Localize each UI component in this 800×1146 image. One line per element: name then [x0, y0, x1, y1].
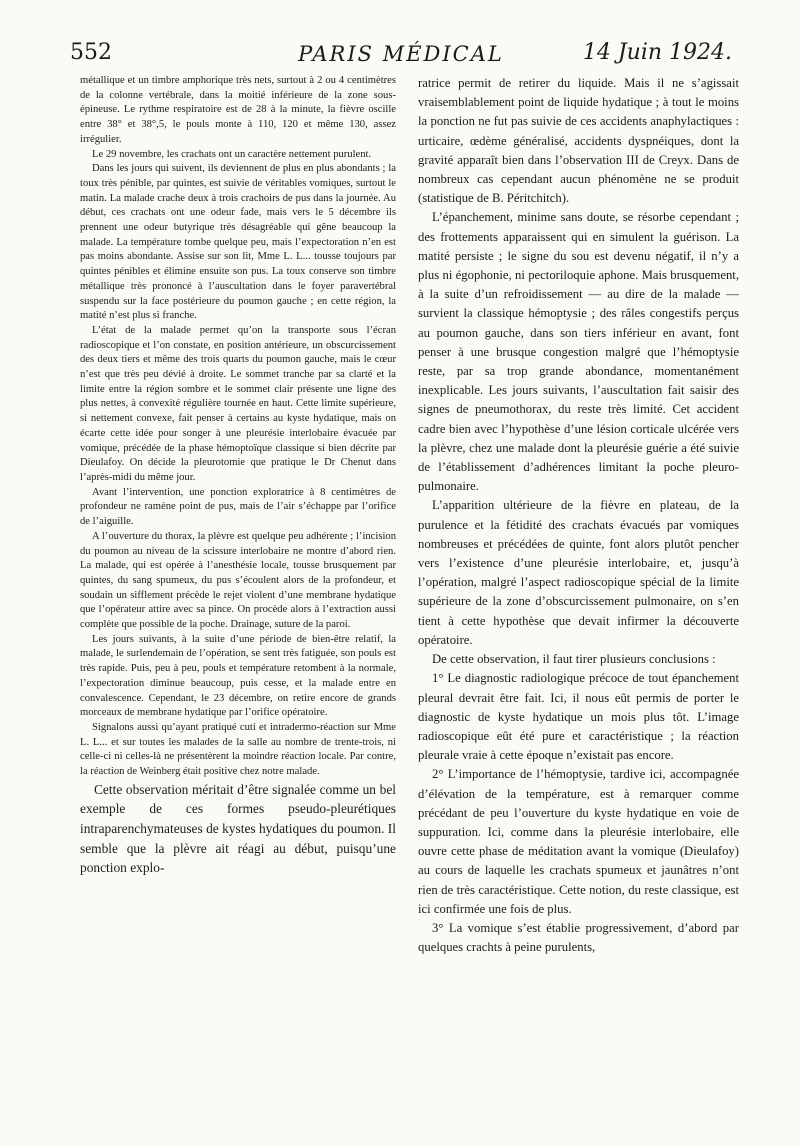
- paragraph: L’épanchement, minime sans doute, se résorbe cependant ; des frottements apparaissent qui en simulent la guérison. La matité persiste ; le signe du sou est devenu négatif, il n’y a plus ni égophonie, ni pectoriloquie aphone. Mais brusquement, à la suite d’un refroidissement — au dire de la malade — survient la classique hémoptysie ; des râles congestifs perçus au poumon gauche, dans son tiers inférieur en avant, font penser à une brusque congestion malgré que l’hémoptysie reste, par sa trop grande abondance, momentanément inexplicable. Les jours suivants, l’auscultation fait saisir des signes de pneumothorax, du reste très limité. Cet accident cadre bien avec l’hypothèse d’une lésion corticale ulcérée vers la plèvre, chez une malade dont la pleurésie guérie a été suivie de l’établissement d’adhérences limitant la poche pleuro-pulmonaire.: [418, 210, 739, 494]
- left-column: [80, 74, 396, 878]
- page-header: [70, 40, 732, 74]
- paragraph: Avant l’intervention, une ponction exploratrice à 8 centimètres de profondeur ne ramène point de pus, mais de l’air s’échappe par l’orifice de l’aiguille.: [80, 486, 396, 528]
- paragraph: De cette observation, il faut tirer plusieurs conclusions :: [432, 652, 716, 667]
- left-large-text: [80, 780, 396, 878]
- journal-title: PARIS MÉDICAL: [298, 42, 504, 66]
- paragraph: 1° Le diagnostic radiologique précoce de tout épanchement pleural devrait être fait. Ici, il nous eût permis de porter le diagnostic de kyste hydatique un mois plus tôt. L’image radioscopique eût été pure et caractéristique ; la réaction pleurale vraie à cette époque n’existait pas encore.: [418, 671, 739, 763]
- paragraph: Signalons aussi qu’ayant pratiqué cuti et intradermo-réaction sur Mme L. L... et sur toutes les malades de la salle au nombre de trente-trois, ni celle-ci ni celles-là ne présentèrent la moindre réaction locale. Par contre, la réaction de Weinberg était positive chez notre malade.: [80, 721, 396, 778]
- paragraph: Le 29 novembre, les crachats ont un caractère nettement purulent.: [92, 148, 372, 160]
- right-column: [418, 74, 739, 957]
- paragraph: 2° L’importance de l’hémoptysie, tardive ici, accompagnée d’élévation de la température, est à remarquer comme précédant de peu l’ouverture du kyste hydatique en voie de suppuration. Ici, comme dans la pleurésie interlobaire, elle ouvre cette phase de méditation avant la vomique (Dieulafoy) au cours de laquelle les crachats spumeux et jaunâtres n’ont rien de très caractéristique. Cette notion, du reste classique, est ici confirmée une fois de plus.: [418, 767, 739, 916]
- page-number: 552: [70, 40, 112, 65]
- paragraph: ratrice permit de retirer du liquide. Mais il ne s’agissait vraisemblablement point de liquide hydatique ; à tout le moins la ponction ne fut pas suivie de ces accidents anaphylactiques : urticaire, œdème généralisé, accidents dyspnéiques, dont la gravité apparaît bien dans l’observation III de Creyx. Dans de nombreux cas cependant aucun phénomène ne se produit (statistique de B. Péritchitch).: [418, 76, 739, 206]
- left-small-text: [80, 74, 396, 780]
- paragraph: Cette observation méritait d’être signalée comme un bel exemple de ces formes pseudo-pleurétiques intraparenchymateuses de kystes hydatiques du poumon. Il semble que la plèvre ait réagi au début, puisqu’une ponction explo-: [80, 781, 396, 876]
- paragraph: A l’ouverture du thorax, la plèvre est quelque peu adhérente ; l’incision du poumon au niveau de la scissure interlobaire ne montre d’abord rien. La malade, qui est opérée à l’anesthésie locale, tousse brusquement par quintes, du sang spumeux, du pus s’écoulent alors de la profondeur, et soudain un sifflement précède le rejet violent d’une membrane hydatique que l’opérateur attire avec sa pince. On procède alors à l’extraction aussi complète que possible de la poche. Drainage, suture de la paroi.: [80, 530, 396, 631]
- paragraph: L’état de la malade permet qu’on la transporte sous l’écran radioscopique et l’on constate, en position antérieure, un obscurcissement des deux tiers et même des trois quarts du poumon gauche, mais le cœur n’est que très peu dévié à droite. Le sommet tranche par sa clarté et la limite entre la région sombre et le sommet clair présente une ligne des plus nettes, à convexité régulière tournée en haut. Cette limite supérieure, si nettement convexe, fait penser à certains au kyste hydatique, mais on écarte cette idée pour songer à une pleurésie interlobaire évacuée par vomique, précédée de la phase hémoptoïque classique si bien décrite par Dieulafoy. On décide la pleurotomie que pratique le Dr Chenut dans l’après-midi du même jour.: [80, 324, 396, 483]
- paragraph: Les jours suivants, à la suite d’une période de bien-être relatif, la malade, le surlendemain de l’opération, se sent très fatiguée, son pouls est très rapide. Puis, peu à peu, pouls et température retombent à la normale, l’expectoration diminue beaucoup, puis cesse, et la malade entre en convalescence. Cependant, le 23 décembre, on retire encore de grands morceaux de membrane hydatique par l’orifice opératoire.: [80, 633, 396, 719]
- paragraph: métallique et un timbre amphorique très nets, surtout à 2 ou 4 centimètres de la colonne vertébrale, dans la moitié inférieure de la zone sous-épineuse. Le rythme respiratoire est de 28 à la minute, la fièvre oscille entre 38° et 38°,5, le pouls monte à 110, 120 et même 130, assez irrégulier.: [80, 75, 396, 145]
- paragraph: Dans les jours qui suivent, ils deviennent de plus en plus abondants ; la toux très pénible, par quintes, est suivie de véritables vomiques, surtout le matin. La malade crache deux à trois crachoirs de pus dans la journée. Au début, ces crachats ont une odeur fade, mais vers le 5 décembre ils prennent une odeur butyrique très désagréable qui gêne beaucoup la malade. La température tombe quelque peu, mais l’expectoration n’en est pas moins abondante. Assise sur son lit, Mme L. L... tousse toujours par quintes pénibles et élimine ensuite son pus. La toux conserve son timbre métallique très prononcé à l’auscultation dans le foyer paravertébral suspendu sur la face postérieure du poumon gauche ; en cette région, la matité n’est plus si franche.: [80, 163, 396, 322]
- paragraph: 3° La vomique s’est établie progressivement, d’abord par quelques crachts à peine purulents,: [418, 920, 739, 955]
- issue-date: 14 Juin 1924.: [582, 40, 732, 65]
- paragraph: L’apparition ultérieure de la fièvre en plateau, de la purulence et la fétidité des crachats évacués par vomiques nombreuses et précédées de quinte, font alors plutôt pencher vers l’existence d’une pleurésie interlobaire, et, jusqu’à l’opération, malgré l’aspect radioscopique spécial de la limite supérieure de la zone d’obscurcissement pulmonaire, on s’en tient à cette hypothèse que devait infirmer la découverte opératoire.: [418, 498, 739, 647]
